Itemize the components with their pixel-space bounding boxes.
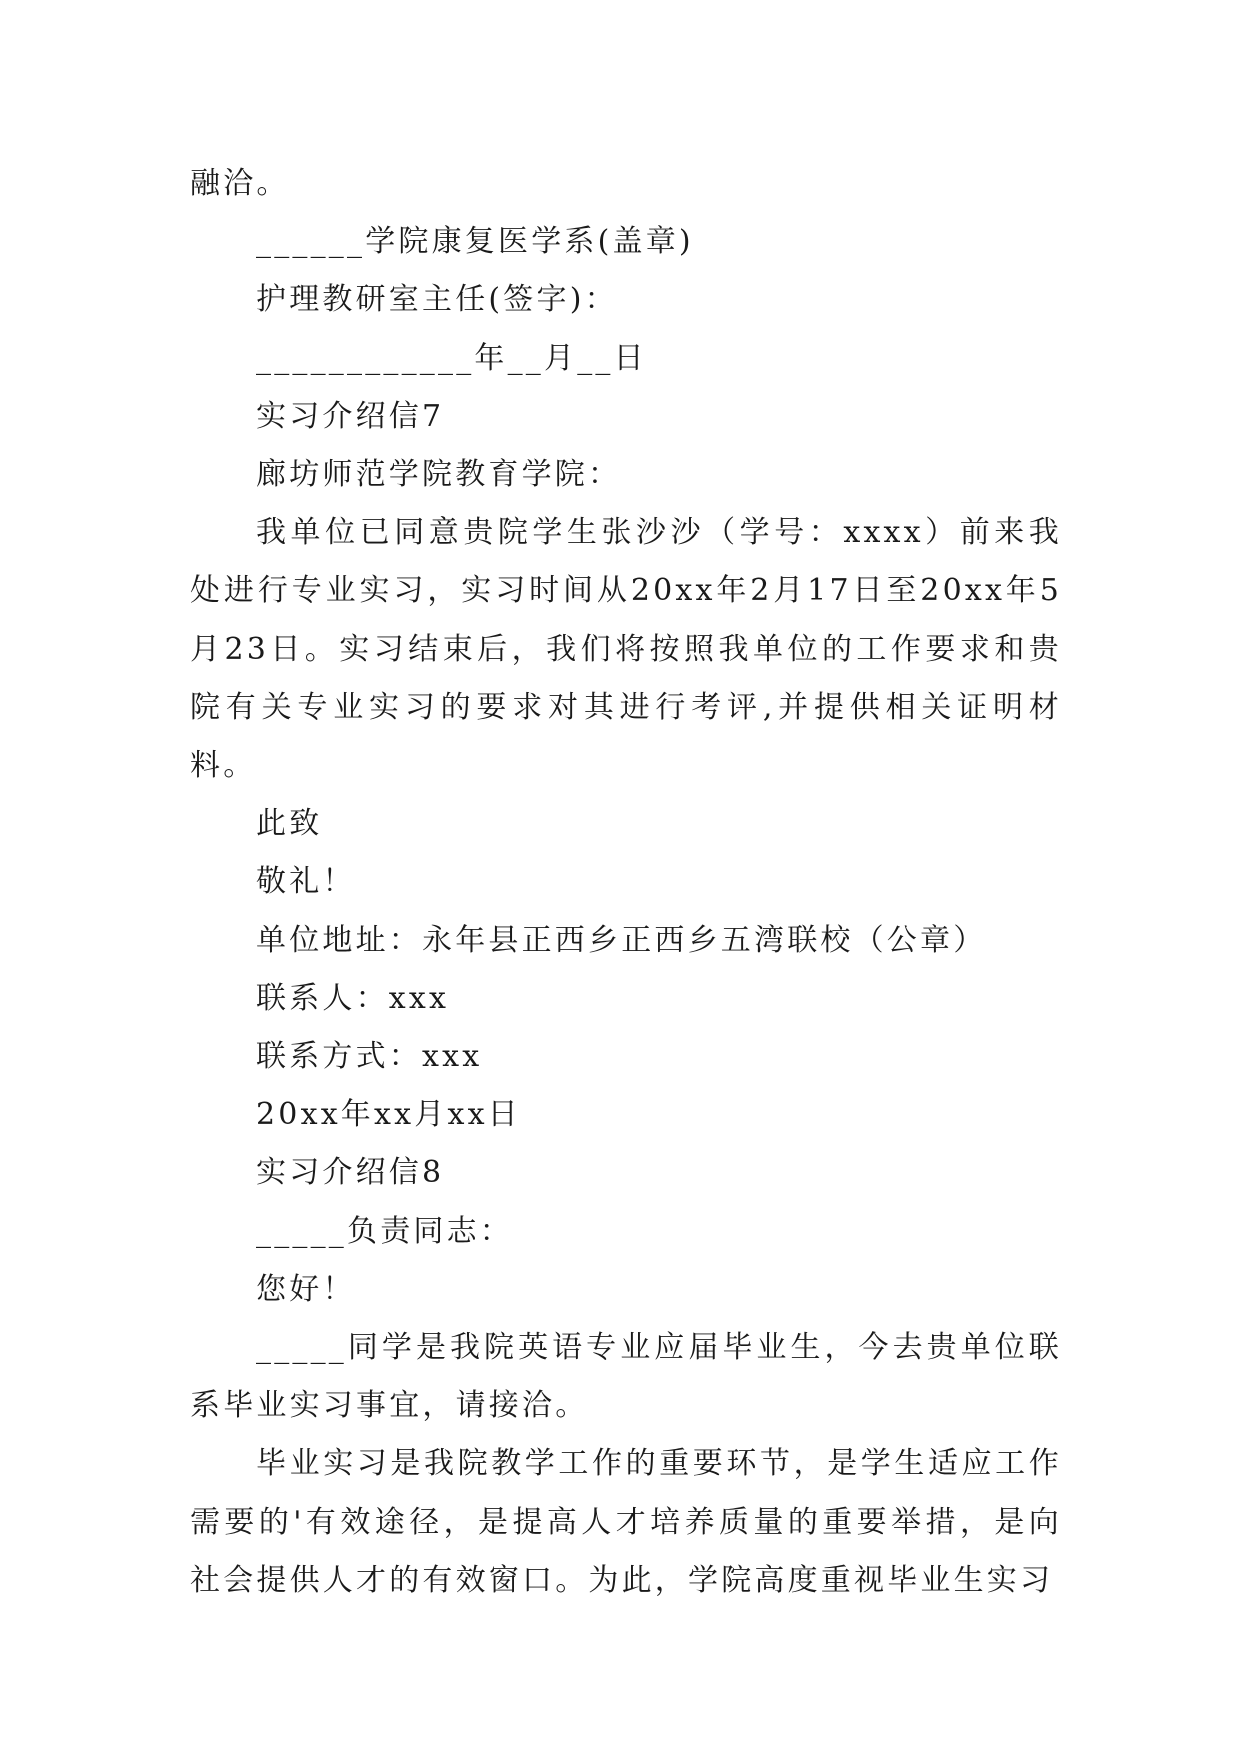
- body-paragraph: 毕业实习是我院教学工作的重要环节，是学生适应工作需要的'有效途径，是提高人才培养质量的重要举措，是向社会提供人才的有效窗口。为此，学院高度重视毕业生实习: [190, 1446, 1062, 1598]
- salutation: 廊坊师范学院教育学院：: [256, 457, 622, 493]
- director-signature-line: 护理教研室主任(签字)：: [256, 282, 618, 318]
- closing-line: 此致: [256, 806, 323, 842]
- department-seal-line: ______学院康复医学系(盖章): [256, 224, 694, 260]
- addressee-line: _____负责同志：: [256, 1213, 513, 1249]
- section-heading-7: 实习介绍信7: [256, 398, 445, 434]
- document-body: [190, 155, 1062, 1610]
- paragraph-continuation: 融洽。: [190, 166, 290, 201]
- closing-greeting: 敬礼！: [256, 864, 356, 900]
- contact-method: 联系方式：xxx: [256, 1039, 483, 1075]
- greeting: 您好！: [256, 1271, 356, 1307]
- unit-address: 单位地址：永年县正西乡正西乡五湾联校（公章）: [256, 922, 987, 958]
- date-line: ____________年__月__日: [256, 340, 647, 376]
- body-paragraph: 我单位已同意贵院学生张沙沙（学号：xxxx）前来我处进行专业实习，实习时间从20xx年2月17日至20xx年5月23日。实习结束后，我们将按照我单位的工作要求和贵院有关专业实习的要求对其进行考评,并提供相关证明材料。: [190, 515, 1062, 784]
- letter-date: 20xx年xx月xx日: [256, 1097, 521, 1133]
- body-paragraph: _____同学是我院英语专业应届毕业生，今去贵单位联系毕业实习事宜，请接洽。: [190, 1330, 1062, 1424]
- contact-person: 联系人：xxx: [256, 980, 450, 1016]
- section-heading-8: 实习介绍信8: [256, 1155, 445, 1191]
